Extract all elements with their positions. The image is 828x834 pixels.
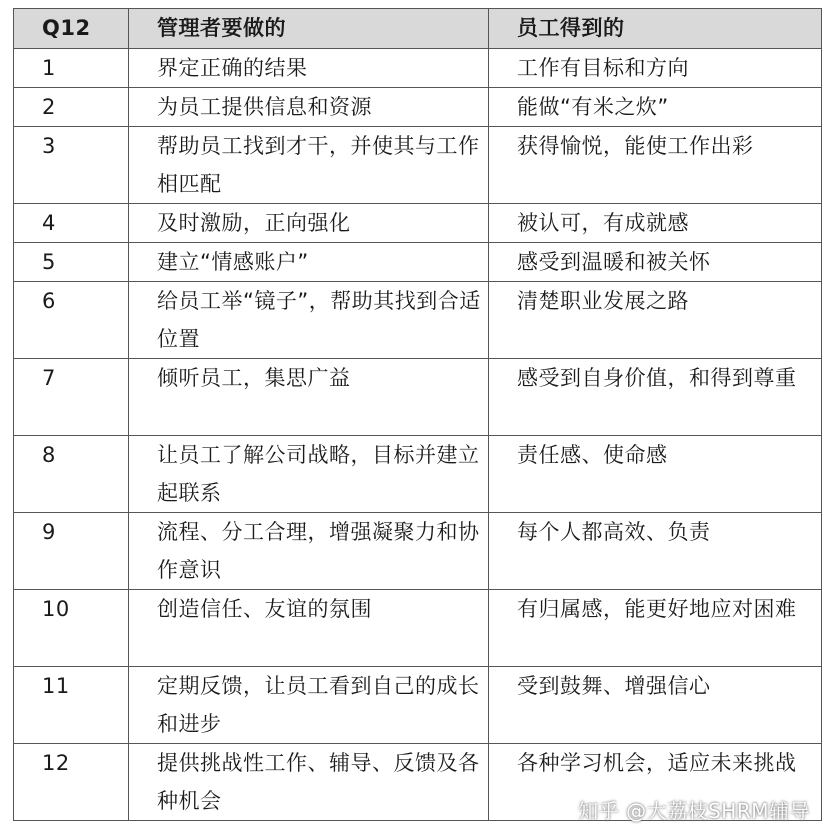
table-row bbox=[14, 359, 822, 436]
row-number: 3 bbox=[14, 127, 129, 204]
q12-table bbox=[13, 8, 822, 821]
employee-cell: 每个人都高效、负责 bbox=[489, 513, 822, 590]
manager-cell: 流程、分工合理，增强凝聚力和协作意识 bbox=[129, 513, 489, 590]
employee-cell: 感受到温暖和被关怀 bbox=[489, 243, 822, 282]
employee-cell: 责任感、使命感 bbox=[489, 436, 822, 513]
table-row bbox=[14, 282, 822, 359]
zhihu-watermark: 知乎 @大荔枝SHRM辅导 bbox=[578, 799, 810, 823]
row-number: 5 bbox=[14, 243, 129, 282]
manager-cell: 让员工了解公司战略，目标并建立起联系 bbox=[129, 436, 489, 513]
row-number: 8 bbox=[14, 436, 129, 513]
table-row bbox=[14, 667, 822, 744]
row-number: 12 bbox=[14, 744, 129, 821]
manager-cell: 及时激励，正向强化 bbox=[129, 204, 489, 243]
q12-table-container bbox=[13, 8, 821, 821]
manager-cell: 定期反馈，让员工看到自己的成长和进步 bbox=[129, 667, 489, 744]
employee-cell: 清楚职业发展之路 bbox=[489, 282, 822, 359]
manager-cell: 提供挑战性工作、辅导、反馈及各种机会 bbox=[129, 744, 489, 821]
row-number: 6 bbox=[14, 282, 129, 359]
table-row bbox=[14, 204, 822, 243]
row-number: 1 bbox=[14, 49, 129, 88]
table-row bbox=[14, 513, 822, 590]
row-number: 2 bbox=[14, 88, 129, 127]
manager-cell: 建立“情感账户” bbox=[129, 243, 489, 282]
header-manager-actions: 管理者要做的 bbox=[129, 9, 489, 49]
manager-cell: 为员工提供信息和资源 bbox=[129, 88, 489, 127]
manager-cell: 界定正确的结果 bbox=[129, 49, 489, 88]
row-number: 11 bbox=[14, 667, 129, 744]
employee-cell: 感受到自身价值，和得到尊重 bbox=[489, 359, 822, 436]
employee-cell: 被认可，有成就感 bbox=[489, 204, 822, 243]
employee-cell: 工作有目标和方向 bbox=[489, 49, 822, 88]
manager-cell: 给员工举“镜子”，帮助其找到合适位置 bbox=[129, 282, 489, 359]
row-number: 10 bbox=[14, 590, 129, 667]
table-row bbox=[14, 590, 822, 667]
table-header-row bbox=[14, 9, 822, 49]
row-number: 4 bbox=[14, 204, 129, 243]
table-row bbox=[14, 88, 822, 127]
employee-cell: 有归属感，能更好地应对困难 bbox=[489, 590, 822, 667]
table-row bbox=[14, 436, 822, 513]
table-row bbox=[14, 49, 822, 88]
header-employee-gains: 员工得到的 bbox=[489, 9, 822, 49]
manager-cell: 创造信任、友谊的氛围 bbox=[129, 590, 489, 667]
table-row bbox=[14, 243, 822, 282]
manager-cell: 帮助员工找到才干，并使其与工作相匹配 bbox=[129, 127, 489, 204]
row-number: 9 bbox=[14, 513, 129, 590]
employee-cell: 受到鼓舞、增强信心 bbox=[489, 667, 822, 744]
row-number: 7 bbox=[14, 359, 129, 436]
table-row bbox=[14, 127, 822, 204]
employee-cell: 获得愉悦，能使工作出彩 bbox=[489, 127, 822, 204]
manager-cell: 倾听员工，集思广益 bbox=[129, 359, 489, 436]
employee-cell: 能做“有米之炊” bbox=[489, 88, 822, 127]
header-q12: Q12 bbox=[14, 9, 129, 49]
employee-cell: 各种学习机会，适应未来挑战 bbox=[489, 744, 822, 821]
